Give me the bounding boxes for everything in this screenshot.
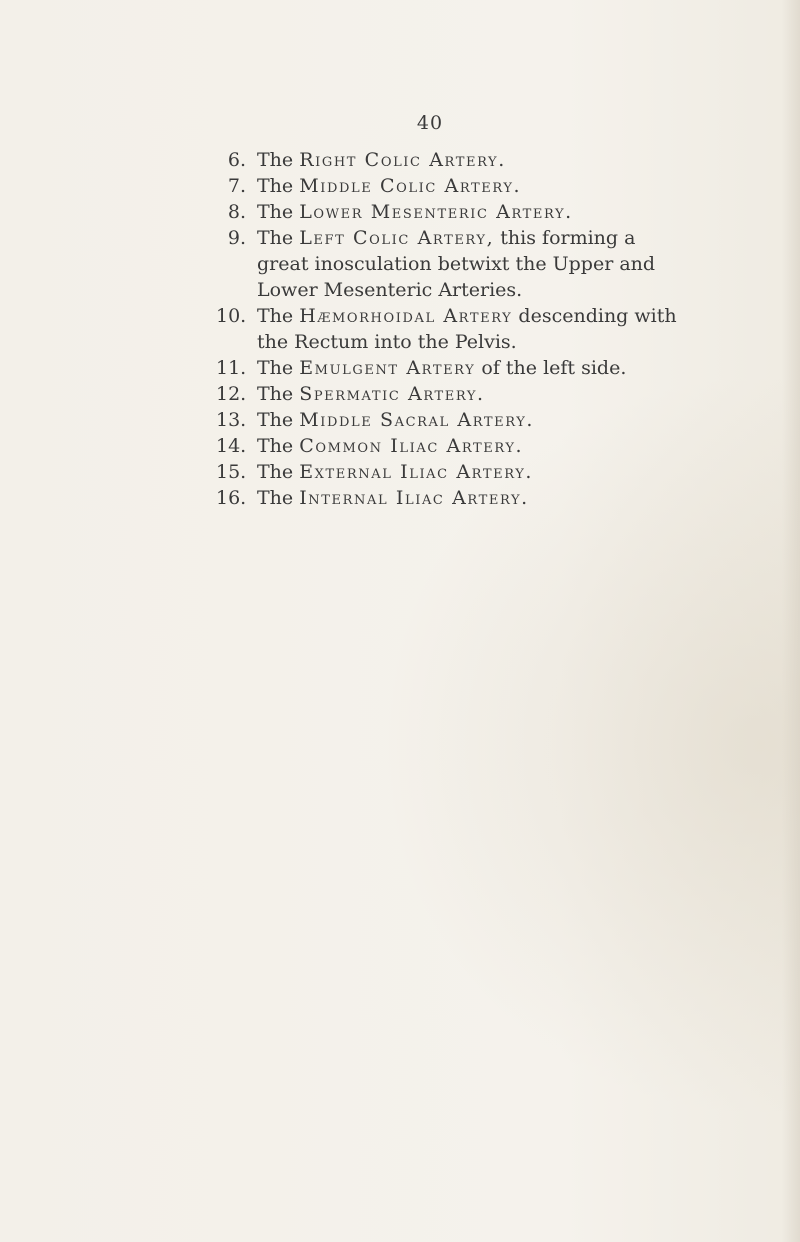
- item-text: [257, 303, 686, 355]
- item-number: 9.: [227, 227, 246, 249]
- item-text: [257, 355, 686, 381]
- list-item-11: [216, 355, 686, 381]
- item-artery-name: Internal Iliac Artery.: [299, 487, 529, 509]
- list-item-6: [216, 147, 686, 173]
- item-lead: The: [257, 487, 294, 509]
- list-item-12: [216, 381, 686, 407]
- list-item-16: [216, 485, 686, 511]
- item-lead: The: [257, 149, 294, 171]
- item-text: [257, 147, 686, 173]
- item-artery-name: Common Iliac Artery.: [299, 435, 524, 457]
- item-artery-name: Spermatic Artery.: [299, 383, 485, 405]
- item-text: [257, 199, 686, 225]
- item-artery-name: Middle Colic Artery.: [299, 175, 522, 197]
- item-lead: The: [257, 175, 294, 197]
- item-artery-name: Right Colic Artery.: [299, 149, 506, 171]
- item-text: [257, 225, 686, 303]
- item-text: [257, 173, 686, 199]
- item-number: 15.: [216, 461, 247, 483]
- list-item-14: [216, 433, 686, 459]
- item-text: [257, 381, 686, 407]
- item-lead: The: [257, 461, 294, 483]
- page-edge-shadow: [782, 0, 800, 1242]
- item-lead: The: [257, 409, 294, 431]
- list-item-9: [216, 225, 686, 303]
- item-text: [257, 433, 686, 459]
- item-artery-name: Hæmorhoidal Artery: [299, 305, 513, 327]
- page-number: 40: [416, 112, 444, 134]
- item-artery-name: Middle Sacral Artery.: [299, 409, 535, 431]
- item-lead: The: [257, 383, 294, 405]
- item-lead: The: [257, 357, 294, 379]
- list-item-10: [216, 303, 686, 355]
- item-lead: The: [257, 227, 294, 249]
- item-number: 7.: [227, 175, 246, 197]
- item-number: 12.: [216, 383, 247, 405]
- item-number: 13.: [216, 409, 247, 431]
- item-description: descending with the Rectum into the Pelvis.: [257, 305, 677, 353]
- item-description: this forming a great inosculation betwixt the Upper and Lower Mesenteric Arteries.: [257, 227, 656, 301]
- item-lead: The: [257, 435, 294, 457]
- item-number: 11.: [216, 357, 247, 379]
- item-artery-name: Left Colic Artery,: [299, 227, 495, 249]
- list-item-15: [216, 459, 686, 485]
- item-number: 16.: [216, 487, 247, 509]
- item-text: [257, 459, 686, 485]
- item-text: [257, 407, 686, 433]
- item-lead: The: [257, 305, 294, 327]
- list-item-7: [216, 173, 686, 199]
- item-number: 6.: [227, 149, 246, 171]
- item-text: [257, 485, 686, 511]
- list-item-8: [216, 199, 686, 225]
- item-number: 10.: [216, 305, 247, 327]
- item-artery-name: Emulgent Artery: [299, 357, 476, 379]
- artery-list: [216, 147, 686, 511]
- list-item-13: [216, 407, 686, 433]
- item-artery-name: External Iliac Artery.: [299, 461, 534, 483]
- item-description: of the left side.: [481, 357, 627, 379]
- item-artery-name: Lower Mesenteric Artery.: [299, 201, 573, 223]
- item-number: 14.: [216, 435, 247, 457]
- item-number: 8.: [227, 201, 246, 223]
- item-lead: The: [257, 201, 294, 223]
